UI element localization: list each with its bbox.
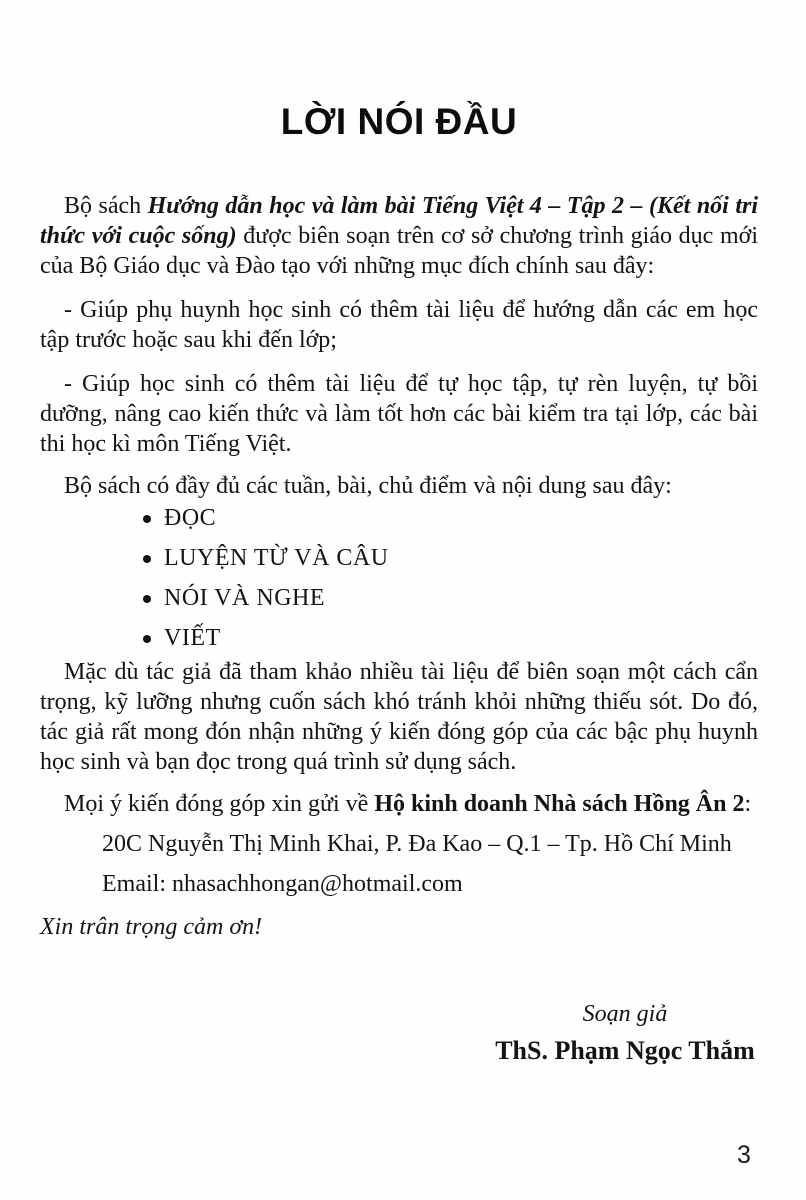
contents-intro-paragraph: Bộ sách có đầy đủ các tuần, bài, chủ điểm và nội dung sau đây: [64, 473, 672, 499]
topic-item-viet [143, 623, 758, 653]
bullet-icon [143, 515, 151, 523]
topic-label: VIẾT [164, 625, 221, 651]
topic-item-doc [143, 503, 758, 533]
signature-block [266, 999, 806, 1071]
goal-parents-paragraph: - Giúp phụ huynh học sinh có thêm tài liệu để hướng dẫn các em học tập trước hoặc sau khi đến lớp; [40, 297, 758, 353]
goal-students-paragraph: - Giúp học sinh có thêm tài liệu để tự học tập, tự rèn luyện, tự bồi dưỡng, nâng cao kiến thức và làm tốt hơn các bài kiểm tra tại lớp, các bài thi học kì môn Tiếng Việt. [40, 371, 758, 457]
bullet-icon [143, 555, 151, 563]
topic-label: ĐỌC [164, 505, 217, 531]
bullet-icon [143, 635, 151, 643]
thanks-line: Xin trân trọng cảm ơn! [40, 914, 263, 940]
topic-label: NÓI VÀ NGHE [164, 585, 326, 611]
signature-name: ThS. Phạm Ngọc Thắm [495, 1036, 755, 1065]
bullet-icon [143, 595, 151, 603]
disclaimer-paragraph: Mặc dù tác giả đã tham khảo nhiều tài liệu để biên soạn một cách cẩn trọng, kỹ lưỡng nhưng cuốn sách khó tránh khỏi những thiếu sót. Do đó, tác giả rất mong đón nhận những ý kiến đóng góp của các bậc phụ huynh học sinh và bạn đọc trong quá trình sử dụng sách. [40, 659, 758, 775]
intro-paragraph [40, 191, 758, 281]
topic-item-noi-va-nghe [143, 583, 758, 613]
page-number: 3 [737, 1141, 751, 1169]
intro-prefix: Bộ sách [64, 193, 148, 219]
publisher-email-line: Email: nhasachhongan@hotmail.com [102, 871, 463, 897]
publisher-address-line: 20C Nguyễn Thị Minh Khai, P. Đa Kao – Q.1 – Tp. Hồ Chí Minh [102, 831, 732, 857]
topic-label: LUYỆN TỪ VÀ CÂU [164, 545, 389, 571]
signature-role: Soạn giả [582, 1001, 668, 1027]
book-title-emphasis: Hướng dẫn học và làm bài Tiếng Việt 4 – Tập 2 – (Kết nối tri thức với cuộc sống) [40, 193, 759, 249]
intro-suffix: được biên soạn trên cơ sở chương trình giáo dục mới của Bộ Giáo dục và Đào tạo với những mục đích chính sau đây: [40, 223, 759, 279]
topic-item-luyen-tu-va-cau [143, 543, 758, 573]
feedback-prefix: Mọi ý kiến đóng góp xin gửi về [64, 791, 375, 817]
page-title: LỜI NÓI ĐẦU [280, 101, 518, 142]
feedback-suffix: : [744, 791, 752, 817]
feedback-paragraph [40, 789, 758, 819]
topics-list [40, 503, 758, 653]
publisher-name: Hộ kinh doanh Nhà sách Hồng Ân 2 [374, 791, 745, 817]
